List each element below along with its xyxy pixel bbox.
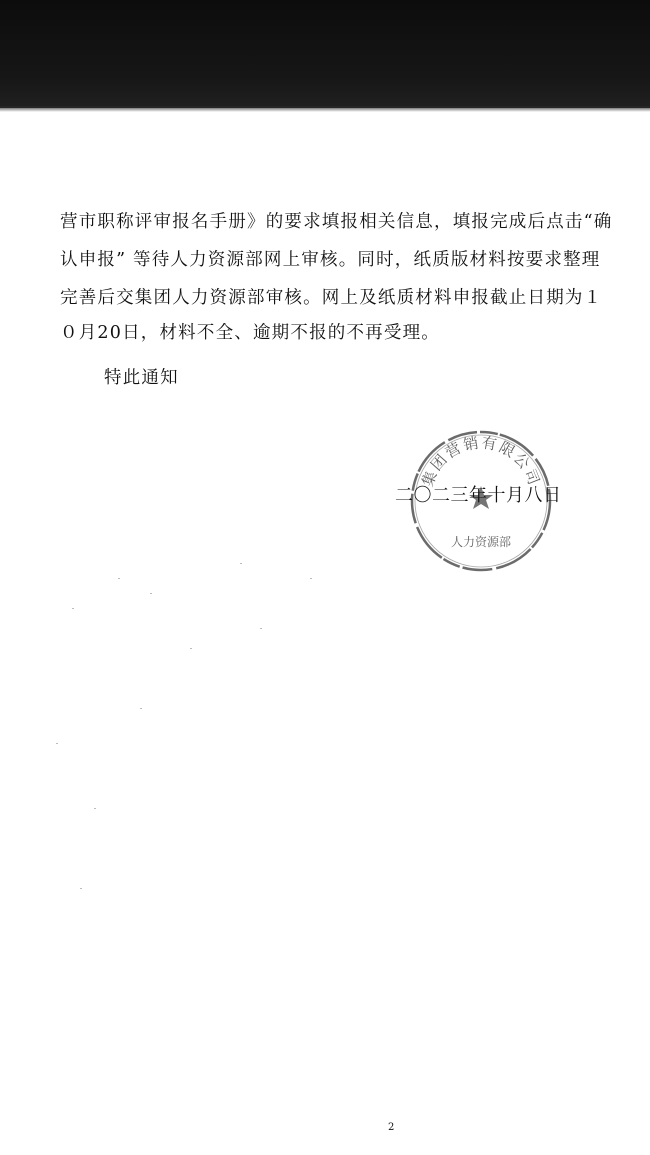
seal-text: 集团营销有限公司 <box>418 433 544 489</box>
closing-text: 特此通知 <box>104 368 179 388</box>
scan-dark-border <box>0 0 650 108</box>
document-date: 二〇二三年十月八日 <box>395 485 562 506</box>
body-line-2: 认申报” 等待人力资源部网上审核。同时，纸质版材料按要求整理 <box>60 250 601 270</box>
document-page <box>0 108 650 1155</box>
body-line-3: 完善后交集团人力资源部审核。网上及纸质材料申报截止日期为１ <box>60 288 603 308</box>
body-line-1: 营市职称评审报名手册》的要求填报相关信息，填报完成后点击“确 <box>60 212 613 232</box>
seal-bottom-text: 人力资源部 <box>450 535 512 549</box>
body-line-4: ０月20日，材料不全、逾期不报的不再受理。 <box>60 323 440 343</box>
page-number: 2 <box>388 1122 395 1133</box>
